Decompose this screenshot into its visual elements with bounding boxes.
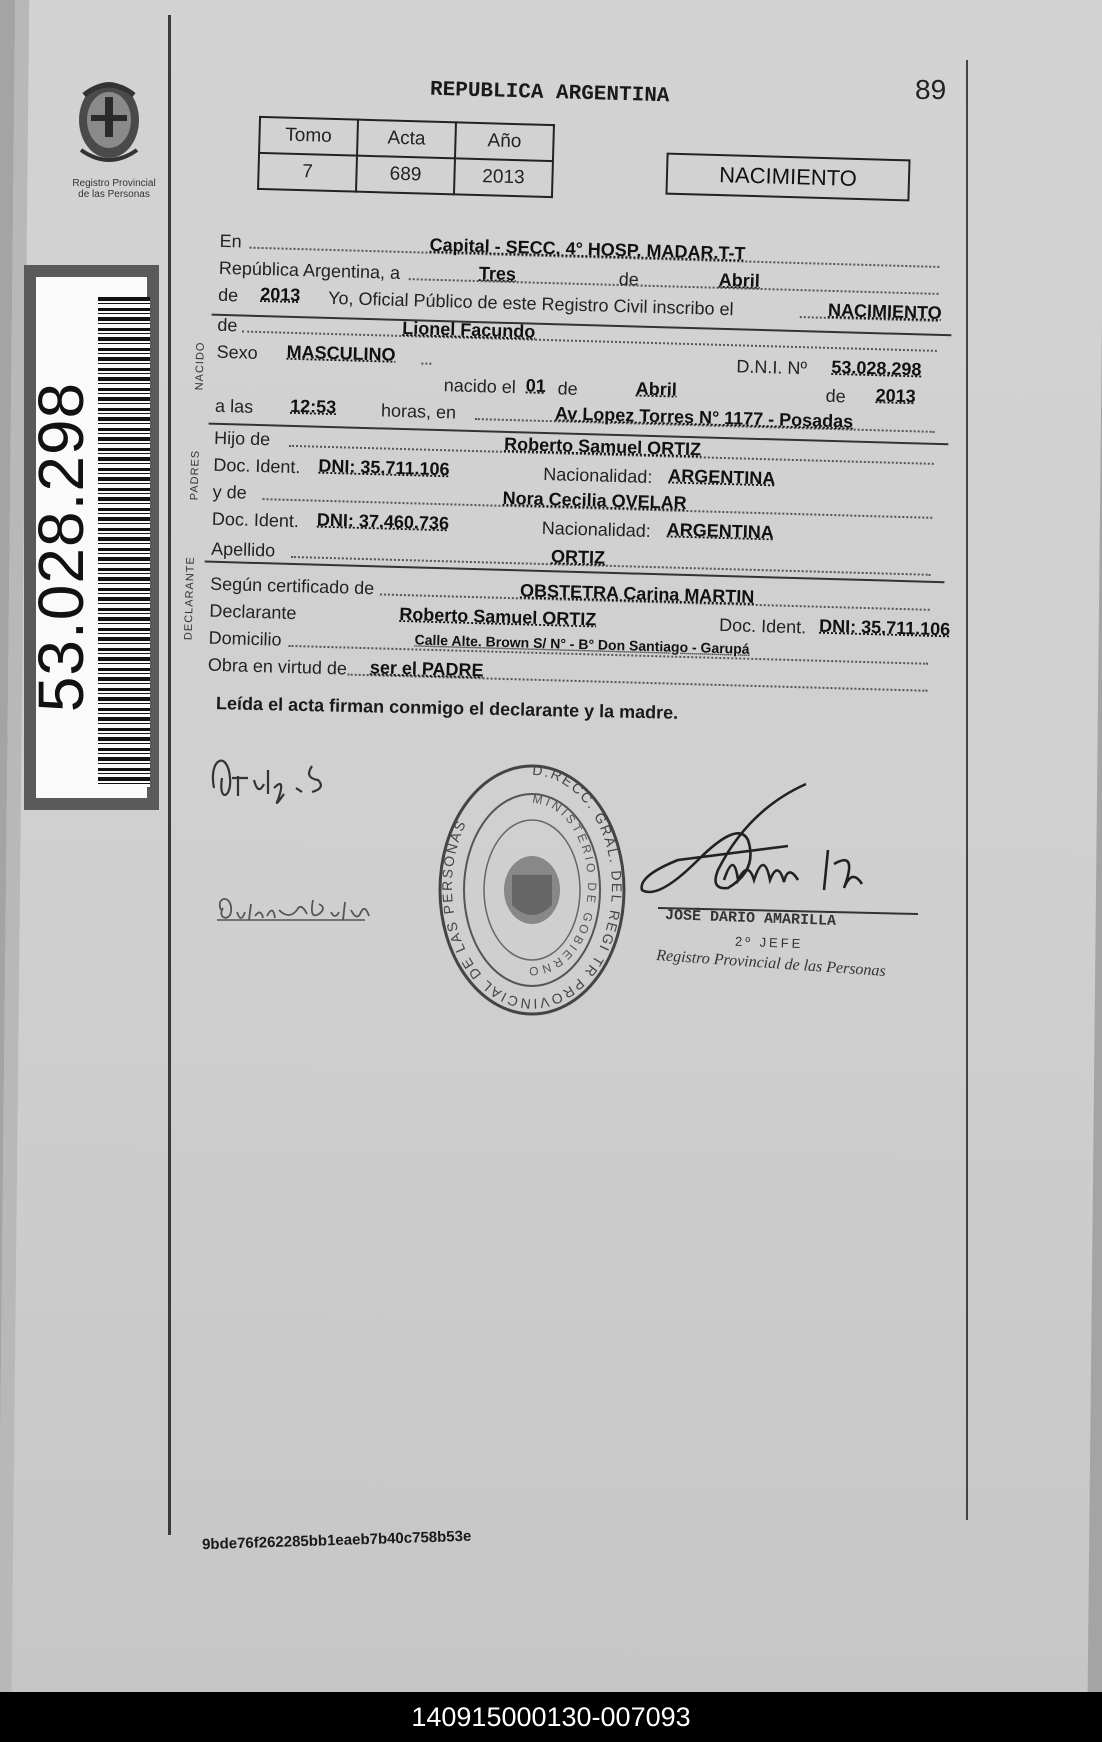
certificado-label: Según certificado de: [209, 573, 375, 599]
mother-signature: [215, 890, 395, 930]
tomo-acta-table: [257, 116, 555, 198]
official-org: Registro Provincial de las Personas: [655, 947, 887, 980]
mes-value: Abril: [718, 269, 761, 291]
official-signature: [638, 780, 928, 920]
sexo-label: Sexo: [216, 341, 258, 363]
doc-ident-label: Doc. Ident.: [213, 454, 301, 478]
official-seal: [432, 755, 632, 1025]
declarante-label: Declarante: [209, 600, 297, 624]
official-name: JOSÉ DARIO AMARILLA: [664, 907, 837, 930]
inscribo-value: NACIMIENTO: [827, 299, 942, 324]
nombre-label: de: [217, 314, 238, 336]
y-de-label: y de: [212, 481, 247, 503]
seal-inner-text: MINISTERIO DE GOBIERNO: [526, 791, 600, 979]
dni-label: D.N.I. Nº: [736, 356, 808, 379]
section-label-declarante: DECLARANTE: [182, 556, 197, 641]
barcode-box: [24, 265, 159, 810]
lugar-value: Av Lopez Torres N° 1177 - Posadas: [554, 403, 854, 432]
nacido-el-label: nacido el: [443, 375, 517, 398]
de-label: de: [217, 284, 239, 306]
de-label: de: [825, 385, 846, 407]
left-border-line: [168, 15, 171, 1535]
sexo-value: MASCULINO: [286, 341, 396, 365]
madre-nac: ARGENTINA: [666, 519, 775, 543]
padre-doc: DNI: 35.711.106: [318, 455, 450, 480]
page-title: REPUBLICA ARGENTINA: [429, 78, 670, 109]
barcode-bars: [98, 297, 150, 787]
en-value: Capital - SECC. 4° HOSP. MADAR.T-T: [429, 234, 746, 264]
declarante-doc-label: Doc. Ident.: [718, 614, 807, 638]
hora-value: 12:53: [289, 395, 337, 418]
side-band: [14, 20, 164, 1680]
registry-label: [54, 178, 174, 200]
apellido-label: Apellido: [210, 538, 276, 561]
padre-nac: ARGENTINA: [668, 465, 776, 489]
declarant-signature: [208, 748, 338, 808]
table-value-tomo: 7: [258, 153, 357, 192]
republica-label: República Argentina, a: [218, 257, 401, 283]
table-header-acta: Acta: [357, 120, 456, 159]
table-header-tomo: Tomo: [259, 117, 358, 156]
table-header-anio: Año: [455, 122, 554, 161]
nacido-mes: Abril: [635, 378, 678, 400]
seal-outer-text: D.RECC. GRAL. DEL REGI TR PROVINCIAL DE LAS PERSONAS: [438, 761, 625, 1013]
registry-label-line1: Registro Provincial: [72, 178, 156, 189]
section-label-nacido: NACIDO: [193, 341, 207, 391]
registry-label-line2: de las Personas: [78, 189, 150, 200]
oficial-text: Yo, Oficial Público de este Registro Civil inscribo el: [327, 287, 734, 320]
nacido-dia: 01: [525, 375, 547, 396]
nombre-value: Lionel Facundo: [402, 317, 536, 342]
coat-of-arms-logo: [69, 75, 149, 175]
nacido-anio: 2013: [875, 385, 916, 407]
table-value-acta: 689: [356, 156, 455, 195]
de-label: de: [618, 268, 640, 290]
page-number: 89: [915, 74, 947, 105]
madre-value: Nora Cecilia OVELAR: [502, 487, 687, 513]
act-type-box: NACIMIENTO: [665, 153, 910, 202]
nacionalidad-label: Nacionalidad:: [541, 517, 652, 541]
dia-value: Tres: [478, 263, 517, 285]
obra-label: Obra en virtud de: [207, 654, 348, 679]
barcode-number: 53.028.298: [25, 381, 97, 713]
hijo-de-label: Hijo de: [213, 427, 271, 450]
table-value-anio: 2013: [454, 158, 553, 197]
declarante-value: Roberto Samuel ORTIZ: [399, 603, 597, 630]
closing-statement: Leída el acta firman conmigo el declarante y la madre.: [215, 693, 679, 723]
declarante-doc: DNI: 35.711.106: [818, 615, 951, 640]
section-label-padres: PADRES: [188, 449, 202, 501]
madre-doc: DNI: 37.460.736: [316, 509, 450, 534]
footer-id-bar: 140915000130-007093: [0, 1692, 1102, 1742]
document-hash: 9bde76f262285bb1eaeb7b40c758b53e: [201, 1527, 472, 1554]
a-las-label: a las: [214, 395, 254, 417]
official-role: 2º JEFE: [734, 933, 804, 952]
domicilio-value: Calle Alte. Brown S/ N° - B° Don Santiago - Garupá: [414, 631, 750, 657]
dni-value: 53.028.298: [831, 356, 922, 380]
nacionalidad-label: Nacionalidad:: [543, 463, 653, 488]
de-label: de: [557, 378, 579, 399]
apellido-value: ORTIZ: [550, 546, 606, 568]
domicilio-label: Domicilio: [208, 627, 282, 650]
en-label: En: [219, 230, 243, 252]
anio-value: 2013: [259, 283, 301, 306]
certificado-value: OBSTETRA Carina MARTIN: [519, 580, 755, 607]
doc-ident-label: Doc. Ident.: [211, 508, 300, 532]
obra-value: ser el PADRE: [369, 657, 484, 681]
dotted-line: [421, 363, 431, 365]
birth-record-form: [177, 230, 949, 702]
padre-value: Roberto Samuel ORTIZ: [503, 433, 702, 460]
right-border-line: [966, 60, 968, 1520]
horas-en-label: horas, en: [380, 400, 457, 423]
